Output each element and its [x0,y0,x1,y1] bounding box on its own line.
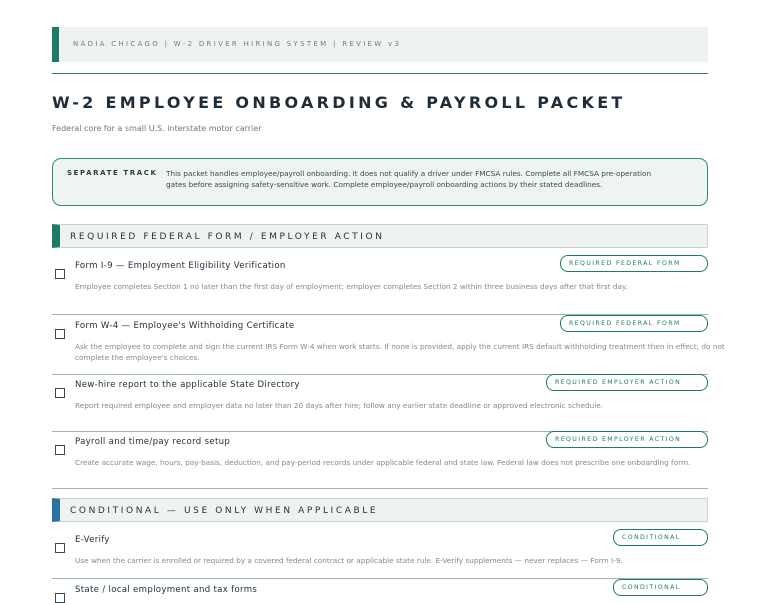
item-description: Create accurate wage, hours, pay-basis, deduction, and pay-period records under applicable federal and state law. Federal law does not prescribe one onboarding form. [75,458,691,467]
item-title: Form I-9 — Employment Eligibility Verification [75,261,286,271]
status-badge: REQUIRED EMPLOYER ACTION [546,431,708,448]
section-header-required [52,224,708,248]
notice-text: This packet handles employee/payroll onboarding. It does not qualify a driver under FMCSA rules. Complete all FMCSA pre-operation gates before assigning safety-sensitive work. Complete employee/payroll onboarding actions by their stated deadlines. [166,169,652,189]
status-badge: REQUIRED EMPLOYER ACTION [546,374,708,391]
item-description: Employee completes Section 1 no later than the first day of employment; employer completes Section 2 within three business days after that first day. [75,282,628,291]
breadcrumb: NADIA CHICAGO | W-2 DRIVER HIRING SYSTEM | REVIEW v3 [73,40,402,48]
status-badge: CONDITIONAL [613,579,708,596]
section-title: REQUIRED FEDERAL FORM / EMPLOYER ACTION [70,232,385,242]
status-badge: CONDITIONAL [613,529,708,546]
page-subtitle: Federal core for a small U.S. interstate motor carrier [52,124,262,133]
checkbox[interactable] [55,329,65,339]
notice-label: SEPARATE TRACK [67,169,158,177]
item-title: Payroll and time/pay record setup [75,437,231,447]
item-title: State / local employment and tax forms [75,585,258,595]
status-badge: REQUIRED FEDERAL FORM [560,255,708,272]
checkbox[interactable] [55,543,65,553]
section-title: CONDITIONAL — USE ONLY WHEN APPLICABLE [70,506,379,516]
item-description: Use when the carrier is enrolled or required by a covered federal contract or applicable state rule. E-Verify supplements — never replaces — Form I-9. [75,556,623,565]
page-title: W-2 EMPLOYEE ONBOARDING & PAYROLL PACKET [52,93,626,112]
checkbox[interactable] [55,269,65,279]
item-title: E-Verify [75,535,110,545]
checkbox[interactable] [55,388,65,398]
checkbox[interactable] [55,445,65,455]
header-divider [52,73,708,74]
section-header-conditional [52,498,708,522]
item-divider [52,488,708,489]
item-title: New-hire report to the applicable State Directory [75,380,300,390]
item-description: Report required employee and employer data no later than 20 days after hire; follow any earlier state deadline or approved electronic schedule. [75,401,604,410]
status-badge: REQUIRED FEDERAL FORM [560,315,708,332]
item-description: Ask the employee to complete and sign the current IRS Form W-4 when work starts. If none is provided, apply the current IRS default withholding treatment then in effect; do not complete the employee's choices. [75,342,725,362]
header-bar [52,27,708,62]
separate-track-notice [52,158,708,206]
item-title: Form W-4 — Employee's Withholding Certificate [75,321,295,331]
onboarding-packet-page [52,0,725,595]
checkbox[interactable] [55,593,65,603]
item-divider [52,578,708,579]
